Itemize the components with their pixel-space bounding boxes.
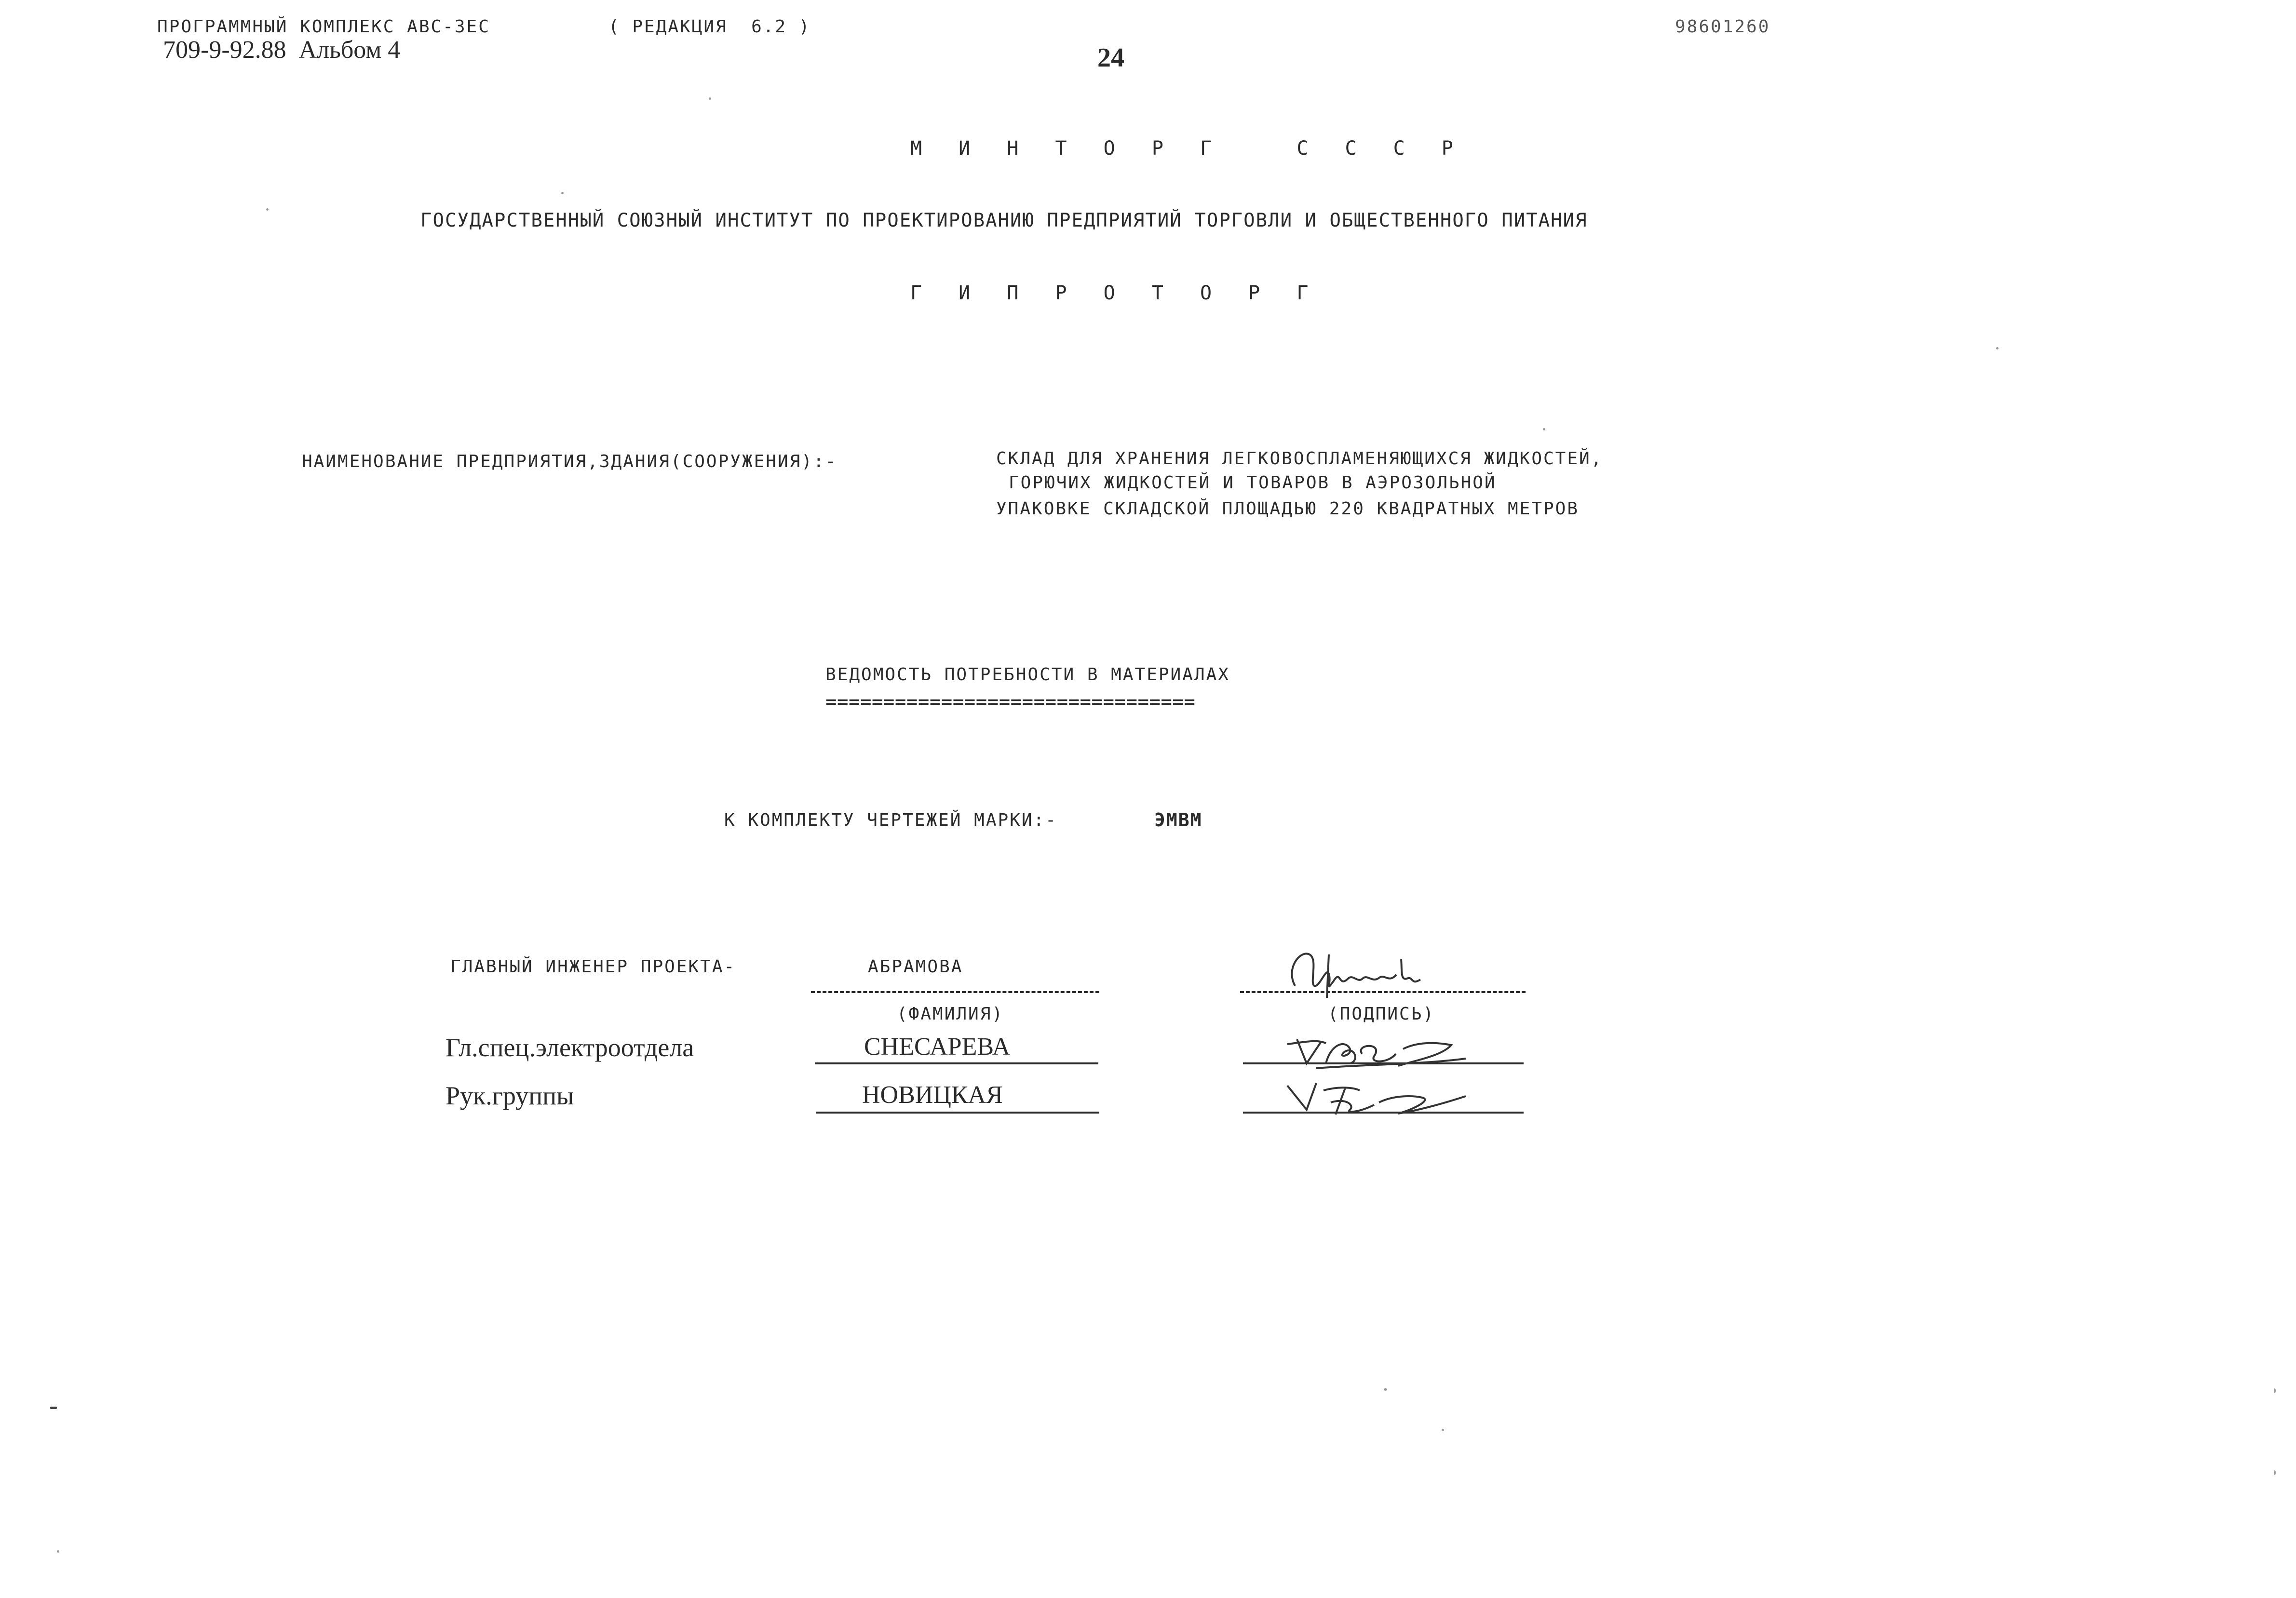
document-code: 98601260	[1675, 17, 1770, 37]
institute-short-name: Г И П Р О Т О Р Г	[910, 282, 1321, 304]
scan-speck	[561, 192, 564, 194]
statement-title-underline: ================================	[825, 691, 1196, 713]
enterprise-name-line-1: СКЛАД ДЛЯ ХРАНЕНИЯ ЛЕГКОВОСПЛАМЕНЯЮЩИХСЯ ЖИДКОСТЕЙ,	[996, 449, 1603, 469]
page-number: 24	[1097, 43, 1124, 73]
scan-speck	[1442, 1429, 1444, 1431]
scan-speck	[266, 208, 269, 211]
signature-caption: (ПОДПИСЬ)	[1328, 1004, 1435, 1024]
enterprise-label: НАИМЕНОВАНИЕ ПРЕДПРИЯТИЯ,ЗДАНИЯ(СООРУЖЕНИЯ):-	[302, 452, 837, 471]
program-title: ПРОГРАММНЫЙ КОМПЛЕКС АВС-3ЕС	[157, 17, 490, 37]
drawings-mark: ЭМВМ	[1154, 809, 1202, 831]
chief-engineer-label: ГЛАВНЫЙ ИНЖЕНЕР ПРОЕКТА-	[450, 957, 736, 977]
statement-title: ВЕДОМОСТЬ ПОТРЕБНОСТИ В МАТЕРИАЛАХ	[825, 665, 1230, 685]
ministry-heading: М И Н Т О Р Г С С С Р	[910, 137, 1466, 160]
scan-speck	[2274, 1388, 2276, 1393]
chief-engineer-signature	[1281, 940, 1454, 1007]
scan-speck	[1384, 1388, 1387, 1391]
scan-speck	[2274, 1470, 2276, 1475]
enterprise-name-line-3: УПАКОВКЕ СКЛАДСКОЙ ПЛОЩАДЬЮ 220 КВАДРАТНЫХ МЕТРОВ	[996, 499, 1580, 519]
electrical-chief-signature	[1278, 1030, 1490, 1073]
drawings-set-label: К КОМПЛЕКТУ ЧЕРТЕЖЕЙ МАРКИ:-	[724, 810, 1057, 830]
electrical-chief-label: Гл.спец.электроотдела	[446, 1033, 694, 1062]
institute-name: ГОСУДАРСТВЕННЫЙ СОЮЗНЫЙ ИНСТИТУТ ПО ПРОЕКТИРОВАНИЮ ПРЕДПРИЯТИЙ ТОРГОВЛИ И ОБЩЕСТВЕННОГО ПИТАНИЯ	[420, 210, 1588, 231]
surname-caption: (ФАМИЛИЯ)	[897, 1004, 1004, 1024]
album-reference: 709-9-92.88 Альбом 4	[163, 36, 401, 64]
edition-label: ( РЕДАКЦИЯ 6.2 )	[608, 17, 811, 37]
group-leader-label: Рук.группы	[446, 1081, 574, 1110]
chief-engineer-name-line	[811, 991, 1099, 993]
scan-speck	[709, 97, 711, 100]
electrical-chief-name-line	[815, 1062, 1098, 1064]
scan-speck	[57, 1550, 59, 1553]
scan-speck	[1543, 428, 1545, 430]
chief-engineer-name: АБРАМОВА	[868, 957, 963, 977]
scan-speck	[1996, 347, 1999, 349]
group-leader-name-line	[816, 1112, 1099, 1114]
enterprise-name-line-2: ГОРЮЧИХ ЖИДКОСТЕЙ И ТОВАРОВ В АЭРОЗОЛЬНОЙ	[1009, 473, 1497, 493]
scan-speck	[50, 1407, 57, 1409]
electrical-chief-name: СНЕСАРЕВА	[864, 1033, 1011, 1061]
group-leader-name: НОВИЦКАЯ	[862, 1081, 1003, 1109]
group-leader-signature	[1278, 1076, 1490, 1119]
